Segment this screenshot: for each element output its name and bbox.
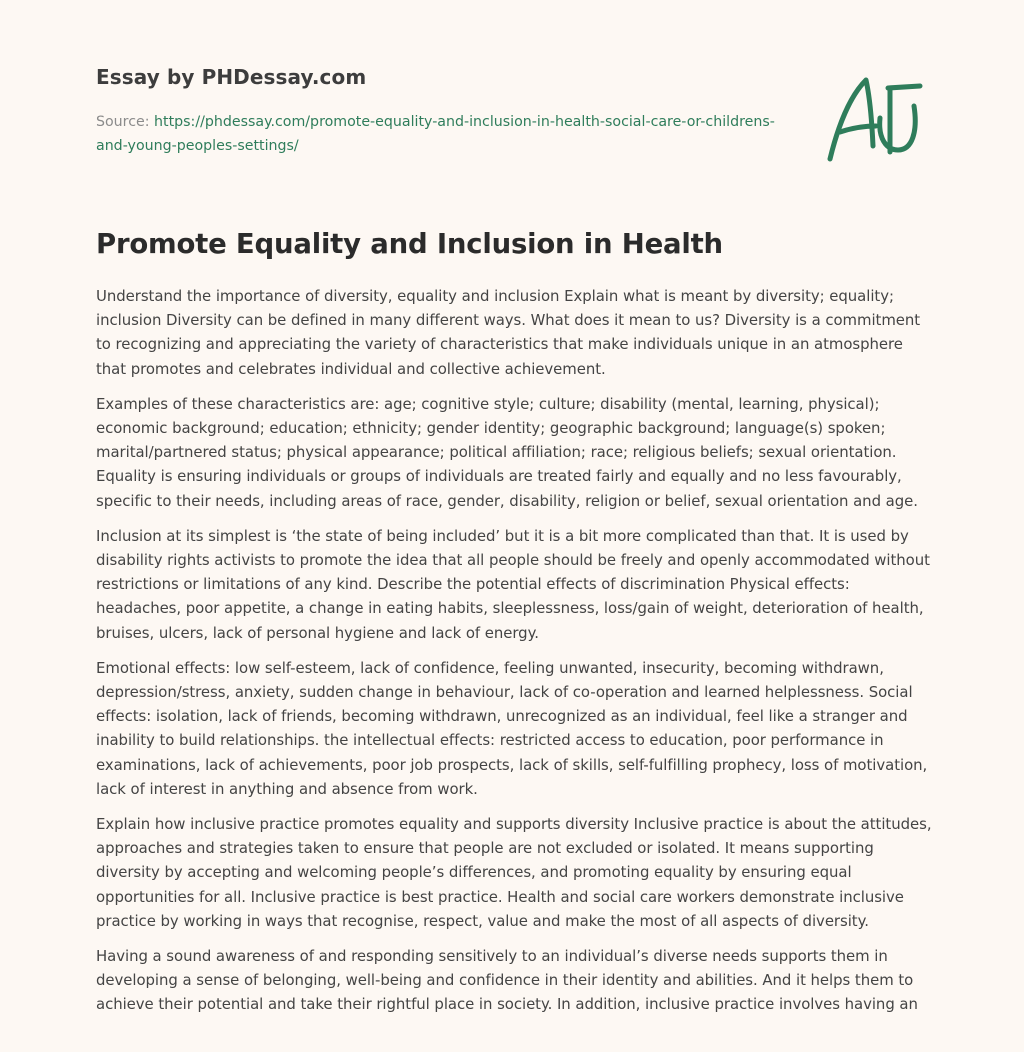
- article-body: [96, 284, 932, 1028]
- article-title: Promote Equality and Inclusion in Health: [96, 228, 723, 260]
- paragraph: Understand the importance of diversity, equality and inclusion Explain what is meant by diversity; equality; inclusion Diversity can be defined in many different ways. What does it mean to us? Diversity is a commitment to recognizing and appreciating the variety of characteristics that make individuals unique in an atmosphere that promotes and celebrates individual and collective achievement.: [96, 287, 921, 378]
- site-title: Essay by PHDessay.com: [96, 65, 367, 89]
- page-header: [96, 63, 796, 158]
- paragraph: Having a sound awareness of and responding sensitively to an individual’s diverse needs supports them in developing a sense of belonging, well-being and confidence in their identity and abilities. And it helps them to achieve their potential and take their rightful place in society. In addition, inclusive practice involves having an: [96, 947, 918, 1014]
- paragraph: Inclusion at its simplest is ‘the state of being included’ but it is a bit more complicated than that. It is used by disability rights activists to promote the idea that all people should be freely and openly accommodated without restrictions or limitations of any kind. Describe the potential effects of discrimination Physical effects: headaches, poor appetite, a change in eating habits, sleeplessness, loss/gain of weight, deterioration of health, bruises, ulcers, lack of personal hygiene and lack of energy.: [96, 526, 930, 642]
- source-label: Source:: [96, 114, 150, 130]
- paragraph: Explain how inclusive practice promotes equality and supports diversity Inclusive practice is about the attitudes, approaches and strategies taken to ensure that people are not excluded or isolated. It means supporting diversity by accepting and welcoming people’s differences, and promoting equality by ensuring equal opportunities for all. Inclusive practice is best practice. Health and social care workers demonstrate inclusive practice by working in ways that recognise, respect, value and make the most of all aspects of diversity.: [96, 815, 932, 930]
- paragraph: Examples of these characteristics are: age; cognitive style; culture; disability (mental, learning, physical); economic background; education; ethnicity; gender identity; geographic background; language(s) spoken; marital/partnered status; physical appearance; political affiliation; race; religious beliefs; sexual orientation. Equality is ensuring individuals or groups of individuals are treated fairly and equally and no less favourably, specific to their needs, including areas of race, gender, disability, religion or belief, sexual orientation and age.: [96, 394, 918, 510]
- paragraph: Emotional effects: low self-esteem, lack of confidence, feeling unwanted, insecurity, becoming withdrawn, depression/stress, anxiety, sudden change in behaviour, lack of co-operation and learned helplessness. Social effects: isolation, lack of friends, becoming withdrawn, unrecognized as an individual, feel like a stranger and inability to build relationships. the intellectual effects: restricted access to education, poor performance in examinations, lack of achievements, poor job prospects, lack of skills, self-fulfilling prophecy, loss of motivation, lack of interest in anything and absence from work.: [96, 658, 928, 798]
- a-plus-grade-icon: [818, 66, 934, 170]
- source-link[interactable]: https://phdessay.com/promote-equality-and-inclusion-in-health-social-care-or-childrens-and-young-peoples-settings/: [96, 114, 775, 154]
- source-line: [96, 111, 776, 158]
